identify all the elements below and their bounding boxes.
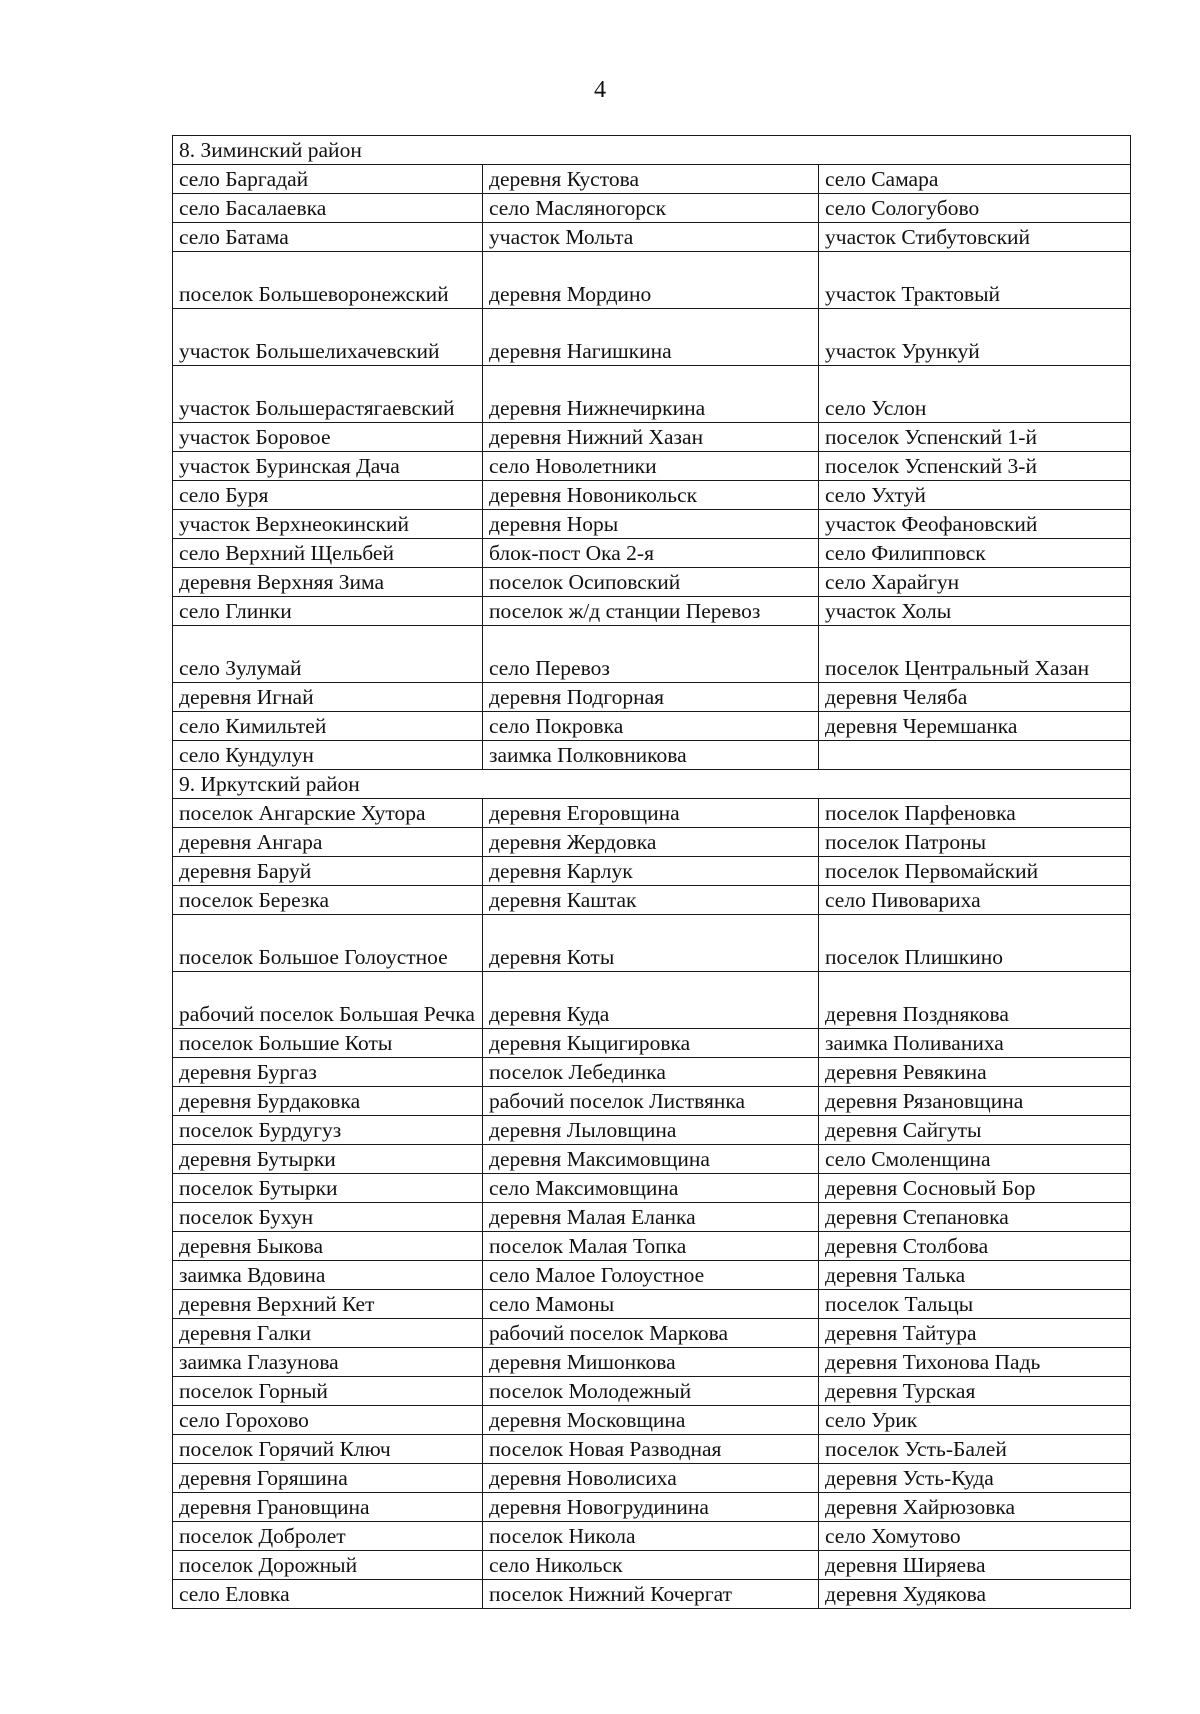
table-row <box>173 1145 1131 1174</box>
settlement-cell: деревня Галки <box>173 1319 483 1348</box>
settlement-cell: поселок Большое Голоустное <box>173 915 483 972</box>
table-row <box>173 1580 1131 1609</box>
settlement-cell: заимка Вдовина <box>173 1261 483 1290</box>
settlement-cell <box>819 741 1131 770</box>
settlement-cell: деревня Кыцигировка <box>483 1029 819 1058</box>
settlement-cell: рабочий поселок Большая Речка <box>173 972 483 1029</box>
settlement-cell: заимка Полковникова <box>483 741 819 770</box>
table-row <box>173 857 1131 886</box>
settlement-cell: деревня Тайтура <box>819 1319 1131 1348</box>
settlement-cell: поселок Усть-Балей <box>819 1435 1131 1464</box>
section-header-row <box>173 136 1131 165</box>
settlement-cell: деревня Рязановщина <box>819 1087 1131 1116</box>
settlement-cell: деревня Кустова <box>483 165 819 194</box>
settlement-cell: село Буря <box>173 481 483 510</box>
settlement-cell: деревня Черемшанка <box>819 712 1131 741</box>
table-row <box>173 1348 1131 1377</box>
settlement-cell: деревня Подгорная <box>483 683 819 712</box>
table-row <box>173 1522 1131 1551</box>
settlement-cell: деревня Максимовщина <box>483 1145 819 1174</box>
page-number: 4 <box>594 77 606 103</box>
settlement-cell: село Услон <box>819 366 1131 423</box>
settlement-cell: деревня Бутырки <box>173 1145 483 1174</box>
settlement-cell: поселок Тальцы <box>819 1290 1131 1319</box>
table-row <box>173 252 1131 309</box>
settlement-cell: поселок Большеворонежский <box>173 252 483 309</box>
table-row <box>173 366 1131 423</box>
settlement-cell: деревня Новолисиха <box>483 1464 819 1493</box>
table-row <box>173 1116 1131 1145</box>
settlement-cell: участок Боровое <box>173 423 483 452</box>
settlement-cell: село Батама <box>173 223 483 252</box>
settlement-cell: деревня Ширяева <box>819 1551 1131 1580</box>
table-row <box>173 1232 1131 1261</box>
table-row <box>173 1029 1131 1058</box>
settlement-cell: деревня Нижний Хазан <box>483 423 819 452</box>
settlement-cell: блок-пост Ока 2-я <box>483 539 819 568</box>
settlement-cell: деревня Бурдаковка <box>173 1087 483 1116</box>
settlement-cell: участок Холы <box>819 597 1131 626</box>
settlement-cell: поселок Горный <box>173 1377 483 1406</box>
settlement-cell: деревня Московщина <box>483 1406 819 1435</box>
settlement-cell: участок Большерастягаевский <box>173 366 483 423</box>
settlement-cell: деревня Лыловщина <box>483 1116 819 1145</box>
settlement-cell: село Горохово <box>173 1406 483 1435</box>
settlement-cell: деревня Челяба <box>819 683 1131 712</box>
table-row <box>173 1290 1131 1319</box>
settlement-cell: деревня Ревякина <box>819 1058 1131 1087</box>
table-row <box>173 1261 1131 1290</box>
settlements-table <box>172 135 1131 1609</box>
settlement-cell: деревня Каштак <box>483 886 819 915</box>
settlement-cell: село Верхний Щельбей <box>173 539 483 568</box>
settlement-cell: участок Буринская Дача <box>173 452 483 481</box>
settlement-cell: село Хомутово <box>819 1522 1131 1551</box>
table-row <box>173 1203 1131 1232</box>
table-row <box>173 423 1131 452</box>
settlement-cell: село Урик <box>819 1406 1131 1435</box>
settlement-cell: поселок ж/д станции Перевоз <box>483 597 819 626</box>
settlement-cell: поселок Новая Разводная <box>483 1435 819 1464</box>
settlement-cell: поселок Никола <box>483 1522 819 1551</box>
settlement-cell: деревня Норы <box>483 510 819 539</box>
settlement-cell: поселок Нижний Кочергат <box>483 1580 819 1609</box>
settlement-cell: деревня Новогрудинина <box>483 1493 819 1522</box>
table-row <box>173 712 1131 741</box>
table-row <box>173 539 1131 568</box>
settlement-cell: деревня Мордино <box>483 252 819 309</box>
settlement-cell: село Никольск <box>483 1551 819 1580</box>
settlement-cell: деревня Худякова <box>819 1580 1131 1609</box>
table-row <box>173 223 1131 252</box>
settlement-cell: село Масляногорск <box>483 194 819 223</box>
settlement-cell: участок Трактовый <box>819 252 1131 309</box>
settlement-cell: поселок Осиповский <box>483 568 819 597</box>
settlement-cell: поселок Дорожный <box>173 1551 483 1580</box>
settlement-cell: деревня Усть-Куда <box>819 1464 1131 1493</box>
table-row <box>173 1464 1131 1493</box>
settlement-cell: поселок Центральный Хазан <box>819 626 1131 683</box>
settlement-cell: деревня Верхний Кет <box>173 1290 483 1319</box>
settlement-cell: деревня Куда <box>483 972 819 1029</box>
settlement-cell: деревня Мишонкова <box>483 1348 819 1377</box>
settlement-cell: деревня Горяшина <box>173 1464 483 1493</box>
settlement-cell: участок Феофановский <box>819 510 1131 539</box>
table-row <box>173 1377 1131 1406</box>
settlement-cell: село Пивовариха <box>819 886 1131 915</box>
settlement-cell: поселок Большие Коты <box>173 1029 483 1058</box>
table-row <box>173 597 1131 626</box>
table-row <box>173 1319 1131 1348</box>
settlement-cell: село Новолетники <box>483 452 819 481</box>
settlement-cell: деревня Сосновый Бор <box>819 1174 1131 1203</box>
table-row <box>173 510 1131 539</box>
settlement-cell: деревня Карлук <box>483 857 819 886</box>
settlement-cell: деревня Столбова <box>819 1232 1131 1261</box>
settlement-cell: участок Верхнеокинский <box>173 510 483 539</box>
settlement-cell: село Покровка <box>483 712 819 741</box>
table-row <box>173 683 1131 712</box>
table-row <box>173 1087 1131 1116</box>
settlement-cell: деревня Новоникольск <box>483 481 819 510</box>
table-row <box>173 1058 1131 1087</box>
settlement-cell: деревня Грановщина <box>173 1493 483 1522</box>
table-row <box>173 1493 1131 1522</box>
settlement-cell: деревня Игнай <box>173 683 483 712</box>
settlement-cell: поселок Ангарские Хутора <box>173 799 483 828</box>
settlement-cell: заимка Поливаниха <box>819 1029 1131 1058</box>
settlement-cell: деревня Егоровщина <box>483 799 819 828</box>
settlement-cell: деревня Степановка <box>819 1203 1131 1232</box>
settlement-cell: село Харайгун <box>819 568 1131 597</box>
settlement-cell: село Басалаевка <box>173 194 483 223</box>
settlement-cell: поселок Малая Топка <box>483 1232 819 1261</box>
settlement-cell: село Ухтуй <box>819 481 1131 510</box>
settlement-cell: село Перевоз <box>483 626 819 683</box>
table-row <box>173 741 1131 770</box>
section-title: 9. Иркутский район <box>173 770 1131 799</box>
settlement-cell: село Глинки <box>173 597 483 626</box>
table-row <box>173 1406 1131 1435</box>
settlement-cell: деревня Коты <box>483 915 819 972</box>
settlement-cell: рабочий поселок Листвянка <box>483 1087 819 1116</box>
settlement-cell: деревня Бургаз <box>173 1058 483 1087</box>
settlement-cell: участок Большелихачевский <box>173 309 483 366</box>
settlement-cell: село Кундулун <box>173 741 483 770</box>
settlement-cell: поселок Плишкино <box>819 915 1131 972</box>
table-row <box>173 1174 1131 1203</box>
settlement-cell: село Мамоны <box>483 1290 819 1319</box>
settlements-table-body <box>173 136 1131 1609</box>
settlement-cell: село Кимильтей <box>173 712 483 741</box>
section-header-row <box>173 770 1131 799</box>
settlement-cell: деревня Тихонова Падь <box>819 1348 1131 1377</box>
table-row <box>173 165 1131 194</box>
settlement-cell: поселок Первомайский <box>819 857 1131 886</box>
section-title: 8. Зиминский район <box>173 136 1131 165</box>
settlement-cell: деревня Хайрюзовка <box>819 1493 1131 1522</box>
table-row <box>173 1551 1131 1580</box>
settlement-cell: участок Урункуй <box>819 309 1131 366</box>
settlement-cell: поселок Патроны <box>819 828 1131 857</box>
settlement-cell: поселок Успенский 1-й <box>819 423 1131 452</box>
settlement-cell: деревня Жердовка <box>483 828 819 857</box>
settlement-cell: село Максимовщина <box>483 1174 819 1203</box>
settlement-cell: деревня Малая Еланка <box>483 1203 819 1232</box>
table-row <box>173 309 1131 366</box>
settlement-cell: поселок Бурдугуз <box>173 1116 483 1145</box>
table-row <box>173 194 1131 223</box>
settlement-cell: село Сологубово <box>819 194 1131 223</box>
table-row <box>173 886 1131 915</box>
settlement-cell: поселок Молодежный <box>483 1377 819 1406</box>
settlement-cell: деревня Нижнечиркина <box>483 366 819 423</box>
settlement-cell: поселок Бутырки <box>173 1174 483 1203</box>
settlement-cell: деревня Турская <box>819 1377 1131 1406</box>
settlement-cell: село Баргадай <box>173 165 483 194</box>
settlement-cell: деревня Талька <box>819 1261 1131 1290</box>
settlement-cell: поселок Успенский 3-й <box>819 452 1131 481</box>
settlement-cell: поселок Добролет <box>173 1522 483 1551</box>
table-row <box>173 828 1131 857</box>
settlement-cell: село Филипповск <box>819 539 1131 568</box>
settlement-cell: поселок Бухун <box>173 1203 483 1232</box>
table-row <box>173 626 1131 683</box>
settlement-cell: село Еловка <box>173 1580 483 1609</box>
table-row <box>173 915 1131 972</box>
settlement-cell: поселок Парфеновка <box>819 799 1131 828</box>
settlement-cell: село Малое Голоустное <box>483 1261 819 1290</box>
table-row <box>173 568 1131 597</box>
settlement-cell: участок Мольта <box>483 223 819 252</box>
table-row <box>173 481 1131 510</box>
settlement-cell: село Самара <box>819 165 1131 194</box>
settlement-cell: поселок Лебединка <box>483 1058 819 1087</box>
settlement-cell: село Зулумай <box>173 626 483 683</box>
table-row <box>173 1435 1131 1464</box>
settlement-cell: участок Стибутовский <box>819 223 1131 252</box>
settlement-cell: деревня Ангара <box>173 828 483 857</box>
settlement-cell: деревня Быкова <box>173 1232 483 1261</box>
settlement-cell: деревня Сайгуты <box>819 1116 1131 1145</box>
settlement-cell: деревня Нагишкина <box>483 309 819 366</box>
table-row <box>173 799 1131 828</box>
table-row <box>173 972 1131 1029</box>
settlement-cell: поселок Березка <box>173 886 483 915</box>
settlement-cell: рабочий поселок Маркова <box>483 1319 819 1348</box>
settlement-cell: деревня Баруй <box>173 857 483 886</box>
table-row <box>173 452 1131 481</box>
settlement-cell: деревня Верхняя Зима <box>173 568 483 597</box>
settlement-cell: село Смоленщина <box>819 1145 1131 1174</box>
settlement-cell: заимка Глазунова <box>173 1348 483 1377</box>
settlement-cell: деревня Позднякова <box>819 972 1131 1029</box>
settlement-cell: поселок Горячий Ключ <box>173 1435 483 1464</box>
